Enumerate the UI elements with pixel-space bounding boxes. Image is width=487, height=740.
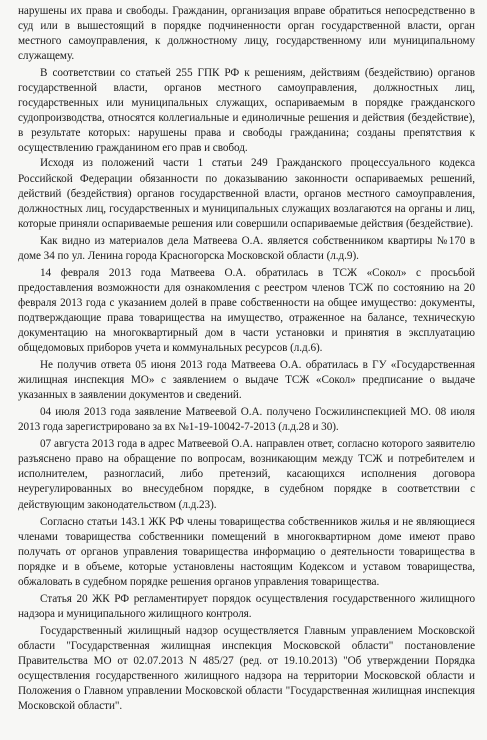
paragraph-article-143-1: Согласно статьи 143.1 ЖК РФ члены товарищества собственников жилья и не являющиеся членами товарищества собственники помещений в многоквартирном доме имеют право получать от органов управления товарищества информацию о деятельности товарищества в порядке и в объеме, которые установлены настоящим Кодексом и уставом товарищества, обжаловать в судебном порядке решения органов управления товарищества.	[18, 515, 475, 588]
paragraph-article-20: Статья 20 ЖК РФ регламентирует порядок осуществления государственного жилищного надзора и муниципального жилищного контроля.	[18, 592, 475, 620]
paragraph-feb-request: 14 февраля 2013 года Матвеева О.А. обратилась в ТСЖ «Сокол» с просьбой предоставления возможности для ознакомления с реестром членов ТСЖ по состоянию на 20 февраля 2013 года с указанием долей в праве собственности на общее имущество: документы, подтверждающие права товарищества на имущество, отраженное на балансе, техническую документацию на многоквартирный дом в части установки и принятия в эксплуатацию общедомовых приборов учета и коммунальных ресурсов (л.д.6).	[18, 266, 475, 355]
paragraph-ownership: Как видно из материалов дела Матвеева О.А. является собственником квартиры №170 в доме 34 по ул. Ленина города Красногорска Московской области (л.д.9).	[18, 234, 475, 262]
paragraph-article-255: В соответствии со статьей 255 ГПК РФ к решениям, действиям (бездействию) органов государственной власти, органов местного самоуправления, должностных лиц, государственных или муниципальных служащих, оспариваемым в порядке гражданского судопроизводства, относятся коллегиальные и единоличные решения и действия (бездействие), в результате которых: нарушены права и свободы гражданина; созданы препятствия к осуществлению гражданином его прав и свобод.	[18, 67, 475, 155]
paragraph-august-reply: 07 августа 2013 года в адрес Матвеевой О.А. направлен ответ, согласно которого заявителю разъяснено право на обращение по вопросам, возникающим между ТСЖ и потребителем и исполнителем, разногласий, либо претензий, касающихся исполнения договора неурегулированных во внесудебном порядке, в судебном порядке в соответствии с действующим законодательством (л.д.23).	[18, 438, 475, 511]
paragraph-july-registration: 04 июля 2013 года заявление Матвеевой О.А. получено Госжилинспекцией МО. 08 июля 2013 года зарегистрировано за вх №1-19-10042-7-2013 (л.д.28 и 30).	[18, 406, 475, 434]
paragraph-article-249: Исходя из положений части 1 статьи 249 Гражданского процессуального кодекса Российской Федерации обязанности по доказыванию законности оспариваемых решений, действий (бездействия) органов государственной власти, органов местного самоуправления, должностных лиц, государственных и муниципальных служащих возлагаются на органы и лиц, которые приняли оспариваемые решения или совершили оспариваемые действия (бездействие).	[18, 157, 475, 230]
paragraph-rights-violation: нарушены их права и свободы. Гражданин, организация вправе обратиться непосредственно в суд или в вышестоящий в порядке подчиненности орган государственной власти, орган местного самоуправления, к должностному лицу, государственному или муниципальному служащему.	[18, 5, 475, 63]
paragraph-june-appeal: Не получив ответа 05 июня 2013 года Матвеева О.А. обратилась в ГУ «Государственная жилищная инспекция МО» с заявлением о выдаче ТСЖ «Сокол» предписание о выдаче указанных в заявлении документов и сведений.	[18, 359, 475, 402]
paragraph-housing-supervision: Государственный жилищный надзор осуществляется Главным управлением Московской области "Государственная жилищная инспекция Московской области" постановление Правительства МО от 02.07.2013 N 485/27 (ред. от 19.10.2013) "Об утверждении Порядка осуществления государственного жилищного надзора на территории Московской области и Положения о Главном управлении Московской области "Государственная жилищная инспекция Московской области".	[18, 624, 475, 713]
